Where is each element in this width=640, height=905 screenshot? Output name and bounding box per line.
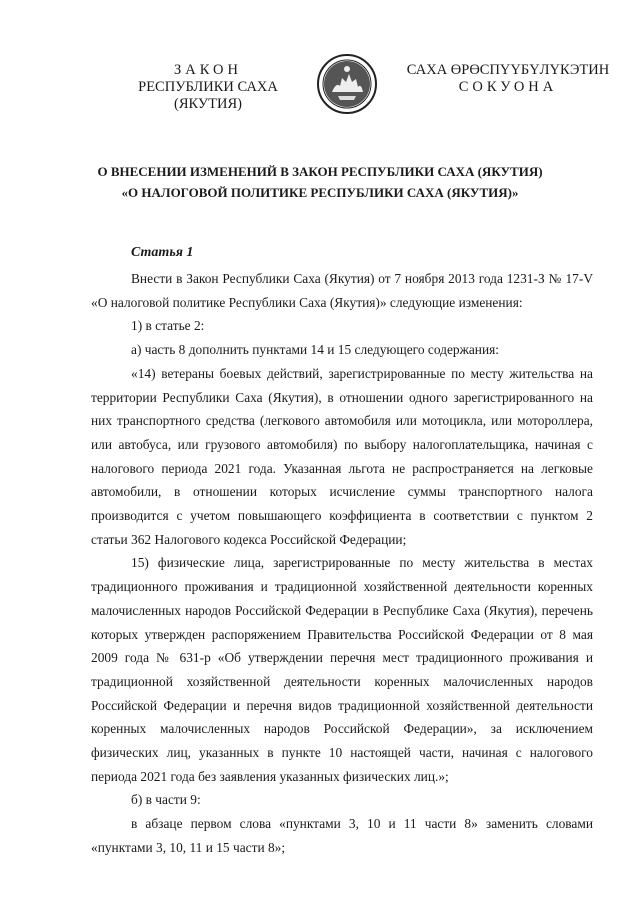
law-title-russian — [108, 62, 308, 113]
law-title-sakha — [403, 62, 613, 96]
title-line-1: О ВНЕСЕНИИ ИЗМЕНЕНИЙ В ЗАКОН РЕСПУБЛИКИ САХА (ЯКУТИЯ) — [97, 164, 543, 179]
law-word-sakha: СОКУОНА — [458, 79, 558, 95]
paragraph-item-b: б) в части 9: — [131, 792, 201, 808]
paragraph-replacement: в абзаце первом слова «пунктами 3, 10 и 11 части 8» заменить словами «пунктами 3, 10, 11 и 15 части 8»; — [91, 816, 593, 855]
article-heading: Статья 1 — [131, 245, 194, 260]
law-word-russian: ЗАКОН — [174, 62, 242, 78]
document-header — [0, 48, 640, 128]
document-title — [60, 161, 580, 203]
paragraph-intro: Внести в Закон Республики Саха (Якутия) от 7 ноября 2013 года 1231-З № 17-V «О налоговой политике Республики Саха (Якутия)» следующие изменения: — [91, 271, 593, 310]
paragraph-point-15: 15) физические лица, зарегистрированные по месту жительства в местах традиционного проживания и традиционной хозяйственной деятельности коренных малочисленных народов Российской Федерации в Республике Саха (Якутия), перечень которых утвержден распоряжением Правительства Российской Федерации от 8 мая 2009 года № 631-р «Об утверждении перечня мест традиционного проживания и традиционной хозяйственной деятельности коренных малочисленных народов Российской Федерации и перечня видов традиционной хозяйственной деятельности коренных малочисленных народов Российской Федерации», за исключением физических лиц, указанных в пункте 10 настоящей части, начиная с налогового периода 2021 года без заявления указанных физических лиц.»; — [91, 555, 593, 784]
paragraph-point-14: «14) ветераны боевых действий, зарегистрированные по месту жительства на территории Республики Саха (Якутия), в отношении одного зарегистрированного на них транспортного средства (легкового автомобиля или мотоцикла, или мотороллера, или автобуса, или грузового автомобиля) по выбору налогоплательщика, начиная с налогового периода 2021 года. Указанная льгота не распространяется на легковые автомобили, в отношении которых исчисление суммы транспортного налога производится с учетом повышающего коэффициента в соответствии с пунктом 2 статьи 362 Налогового кодекса Российской Федерации; — [91, 365, 593, 547]
republic-name-russian: РЕСПУБЛИКИ САХА (ЯКУТИЯ) — [138, 79, 278, 112]
republic-name-sakha: САХА ӨРӨСПҮҮБҮЛҮКЭТИН — [406, 62, 610, 78]
coat-of-arms-icon — [316, 52, 378, 116]
paragraph-item-1: 1) в статье 2: — [131, 318, 205, 334]
article-body — [91, 267, 593, 860]
paragraph-item-a: а) часть 8 дополнить пунктами 14 и 15 следующего содержания: — [131, 342, 499, 358]
title-line-2: «О НАЛОГОВОЙ ПОЛИТИКЕ РЕСПУБЛИКИ САХА (ЯКУТИЯ)» — [121, 185, 519, 200]
